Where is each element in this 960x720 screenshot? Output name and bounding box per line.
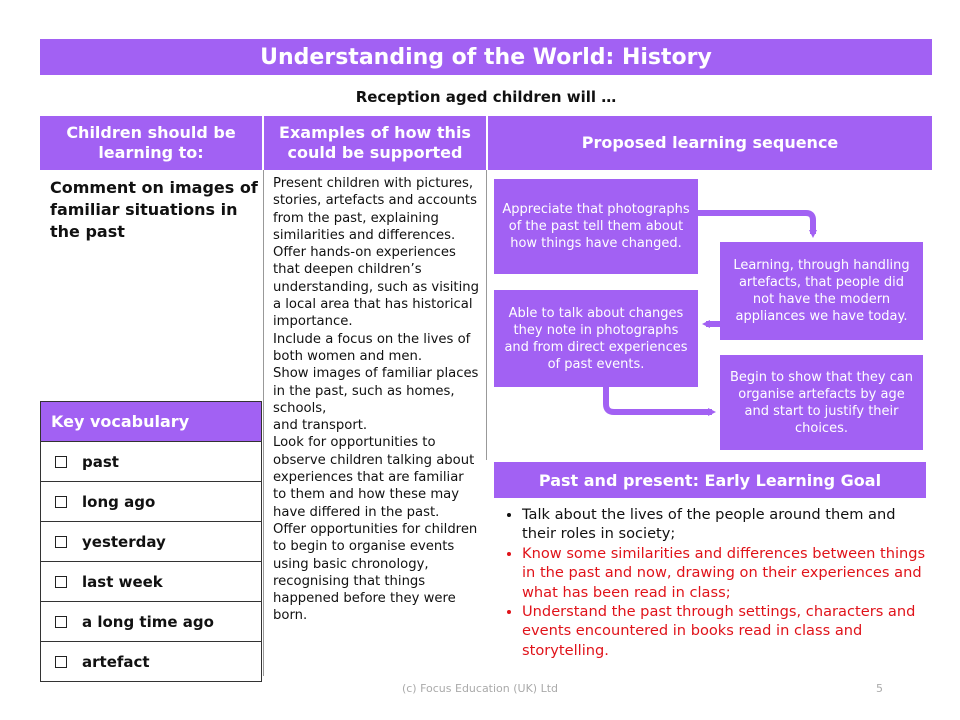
checkbox-icon [55,536,67,548]
elg-list [502,505,927,660]
example-paragraph: Present children with pictures, stories, artefacts and accounts from the past, explaining similarities and differences. [273,176,477,243]
elg-item: • Talk about the lives of the people around them and their roles in society; [522,505,927,544]
vocabulary-word: last week [82,572,163,591]
vocabulary-word: yesterday [82,532,166,551]
vocabulary-item [41,601,261,641]
checkbox-icon [55,616,67,628]
vocabulary-item [41,641,261,681]
vocabulary-table [40,401,262,682]
example-paragraph: Look for opportunities to observe children talking about experiences that are familiar to them and how these may have differed in the past. [273,435,475,520]
example-paragraph: Offer hands-on experiences that deepen children’s understanding, such as visiting a local area that has historical importance. [273,245,479,330]
vocabulary-word: artefact [82,652,150,671]
vocabulary-heading: Key vocabulary [41,402,261,441]
sequence-step-2: Learning, through handling artefacts, that people did not have the modern appliances we have today. [720,242,923,340]
vocabulary-word: a long time ago [82,612,214,631]
header-learning-sequence: Proposed learning sequence [488,116,932,170]
learning-objective: Comment on images of familiar situations in the past [50,178,258,241]
header-examples: Examples of how this could be supported [264,116,486,170]
checkbox-icon [55,656,67,668]
checkbox-icon [55,496,67,508]
vocabulary-item [41,561,261,601]
column-divider [263,170,264,676]
vocabulary-word: past [82,452,119,471]
example-paragraph: Show images of familiar places in the past, such as homes, schools, [273,366,479,416]
header-learning-objectives: Children should be learning to: [40,116,262,170]
example-paragraph: and transport. [273,418,368,434]
footer-copyright: (c) Focus Education (UK) Ltd [401,682,559,695]
elg-item-highlighted: • Know some similarities and differences between things in the past and now, drawing on their experiences and what has been read in class; [522,544,927,602]
page-number: 5 [876,682,883,695]
examples-text [273,175,481,625]
example-paragraph: Offer opportunities for children to begin to organise events using basic chronology, recognising that things happened before they were born. [273,521,478,624]
example-paragraph: Include a focus on the lives of both women and men. [273,331,471,364]
sequence-step-3: Able to talk about changes they note in photographs and from direct experiences of past events. [494,290,698,387]
sequence-step-1: Appreciate that photographs of the past tell them about how things have changed. [494,179,698,274]
vocabulary-item [41,441,261,481]
elg-heading: Past and present: Early Learning Goal [494,462,926,498]
sequence-step-4: Begin to show that they can organise artefacts by age and start to justify their choices. [720,355,923,450]
page-subtitle: Reception aged children will … [355,88,617,106]
checkbox-icon [55,456,67,468]
column-divider [486,170,487,460]
vocabulary-item [41,481,261,521]
elg-item-highlighted: • Understand the past through settings, characters and events encountered in books read in class and storytelling. [522,602,927,660]
vocabulary-item [41,521,261,561]
checkbox-icon [55,576,67,588]
page-title: Understanding of the World: History [40,39,932,75]
vocabulary-word: long ago [82,492,156,511]
